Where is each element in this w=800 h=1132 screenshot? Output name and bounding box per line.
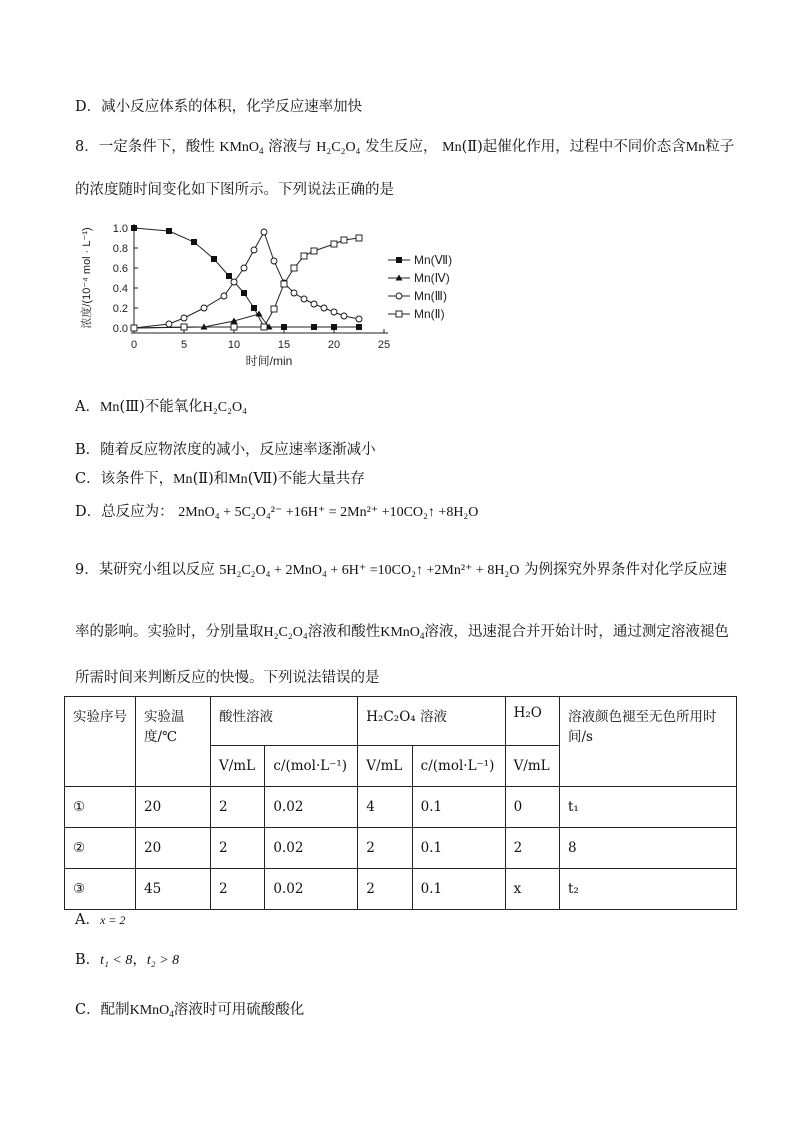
concentration-chart — [70, 212, 470, 382]
header-vml: V/mL — [505, 746, 559, 787]
header-seq: 实验序号 — [65, 697, 136, 787]
data-point — [131, 325, 137, 331]
header-conc: c/(mol·L⁻¹) — [412, 746, 505, 787]
data-point — [166, 228, 172, 234]
data-point — [321, 305, 327, 311]
mn-formula: Mn — [99, 400, 120, 415]
cell-temp: 20 — [136, 828, 211, 869]
kmno4-formula: KMnO$_4$ — [219, 140, 264, 156]
y-tick-label: 1.0 — [112, 223, 128, 235]
cell-v: 2 — [211, 869, 265, 910]
mn-formula: Mn — [442, 140, 462, 155]
q9-stem-line2: 率的影响。实验时，分别量取H₂C₂O₄溶液和酸性KMnO$_4$溶液，迅速混合并开始计时，通过测定溶液褪色 — [75, 624, 729, 641]
x-tick-label: 5 — [180, 339, 188, 351]
q8-stem-line1 — [75, 137, 734, 161]
data-point — [231, 279, 237, 285]
data-point — [261, 324, 267, 330]
option-b-eq1: t₁ < 8 — [100, 953, 133, 968]
y-tick-label: 0.6 — [112, 263, 128, 275]
header-conc: c/(mol·L⁻¹) — [265, 746, 358, 787]
cell-v: 2 — [211, 787, 265, 828]
option-b-eq2: t₂ > 8 — [146, 953, 180, 968]
q8-option-b: B．随着反应物浓度的减小，反应速率逐渐减小 — [75, 442, 376, 458]
data-point — [356, 235, 362, 241]
q8-option-c: C．该条件下，Mn(Ⅱ)和Mn(Ⅶ)不能大量共存 — [75, 471, 365, 487]
cell-time: t₁ — [560, 787, 737, 828]
cell-c: 0.02 — [265, 828, 358, 869]
q9-stem-line3: 所需时间来判断反应的快慢。下列说法错误的是 — [75, 670, 380, 686]
cell-id: ③ — [65, 869, 136, 910]
mn-formula: Mn — [173, 472, 193, 487]
data-point — [331, 241, 337, 247]
cell-v: 2 — [358, 869, 412, 910]
data-point — [226, 273, 232, 279]
data-point — [251, 247, 257, 253]
x-tick-label: 20 — [327, 339, 341, 351]
q8-option-a: A．Mn(Ⅲ)不能氧化H₂C₂O₄ — [75, 399, 247, 415]
data-point — [281, 324, 287, 330]
data-point — [311, 248, 317, 254]
data-point — [271, 306, 277, 312]
legend-label: Mn(Ⅳ) — [414, 271, 450, 285]
cell-c: 0.02 — [265, 787, 358, 828]
y-tick-label: 0.4 — [112, 283, 128, 295]
cell-id: ① — [65, 787, 136, 828]
data-point — [356, 316, 362, 322]
x-tick-label: 10 — [227, 339, 241, 351]
option-a-eq: x = 2 — [99, 913, 126, 927]
cell-c: 0.1 — [412, 828, 505, 869]
kmno4-formula: KMnO$_4$ — [129, 1003, 174, 1019]
cell-v: 2 — [358, 828, 412, 869]
q8-stem-text: 发生反应， — [365, 139, 438, 155]
table-row — [65, 787, 737, 828]
data-point — [311, 324, 317, 330]
data-point — [291, 265, 297, 271]
data-point — [311, 301, 317, 307]
cell-c: 0.1 — [412, 869, 505, 910]
q8-stem-line2: 的浓度随时间变化如下图所示。下列说法正确的是 — [75, 182, 394, 198]
data-point — [181, 315, 187, 321]
total-reaction-equation: 2MnO₄ + 5C₂O₄²⁻ +16H⁺ = 2Mn²⁺ +10CO₂↑ +8H₂O — [178, 505, 479, 520]
q9-option-a: A．x = 2 — [75, 912, 126, 928]
cell-id: ② — [65, 828, 136, 869]
data-point — [341, 313, 347, 319]
header-vml: V/mL — [358, 746, 412, 787]
data-point — [301, 253, 307, 259]
y-tick-label: 0.0 — [112, 323, 128, 335]
mn-formula: Mn — [228, 472, 248, 487]
y-tick-label: 0.2 — [112, 303, 128, 315]
header-time: 溶液颜色褪至无色所用时间/s — [560, 697, 737, 787]
data-point — [291, 290, 297, 296]
data-point — [231, 324, 237, 330]
header-acid: 酸性溶液 — [211, 697, 358, 746]
data-point — [191, 239, 197, 245]
h2c2o4-formula: H₂C₂O₄ — [263, 625, 308, 640]
q9-option-c: C．配制KMnO$_4$溶液时可用硫酸酸化 — [75, 1002, 305, 1019]
cell-v: 4 — [358, 787, 412, 828]
x-tick-label: 25 — [377, 339, 391, 351]
cell-temp: 20 — [136, 787, 211, 828]
legend-label: Mn(Ⅲ) — [414, 289, 447, 303]
data-point — [331, 309, 337, 315]
data-point — [211, 256, 217, 262]
q9-option-b: B．t₁ < 8，t₂ > 8 — [75, 952, 180, 968]
series-line — [134, 238, 359, 328]
y-tick-label: 0.8 — [112, 243, 128, 255]
cell-v: 0 — [505, 787, 559, 828]
data-point — [331, 324, 337, 330]
data-point — [271, 258, 277, 264]
cell-c: 0.1 — [412, 787, 505, 828]
q7-option-d: D．减小反应体系的体积，化学反应速率加快 — [75, 99, 363, 115]
data-point — [241, 290, 247, 296]
x-tick-label: 15 — [277, 339, 291, 351]
legend-label: Mn(Ⅱ) — [414, 307, 445, 321]
table-row — [65, 869, 737, 910]
cell-time: 8 — [560, 828, 737, 869]
table-row — [65, 828, 737, 869]
data-point — [131, 225, 137, 231]
q8-stem-text: 粒子 — [705, 139, 735, 155]
cell-v: 2 — [211, 828, 265, 869]
cell-v: 2 — [505, 828, 559, 869]
q8-stem-text: 8．一定条件下，酸性 — [75, 139, 215, 155]
q8-stem-text: 起催化作用，过程中不同价态含 — [482, 139, 686, 155]
data-point — [341, 237, 347, 243]
data-point — [181, 324, 187, 330]
data-point — [221, 293, 227, 299]
data-point — [201, 305, 207, 311]
header-temp: 实验温度/℃ — [136, 697, 211, 787]
data-point — [241, 265, 247, 271]
legend-marker — [396, 257, 402, 263]
cell-temp: 45 — [136, 869, 211, 910]
legend-marker — [396, 293, 402, 299]
experiment-table — [64, 696, 737, 910]
cell-c: 0.02 — [265, 869, 358, 910]
series-line — [134, 232, 359, 328]
mn-formula: Mn — [685, 140, 706, 155]
data-point — [166, 321, 172, 327]
data-point — [301, 296, 307, 302]
data-point — [356, 324, 362, 330]
q8-stem-text: 溶液与 — [268, 139, 312, 155]
data-point — [261, 229, 267, 235]
data-point — [281, 281, 287, 287]
legend-label: Mn(Ⅶ) — [414, 253, 453, 267]
header-h2c2o4: H₂C₂O₄ 溶液 — [358, 697, 505, 746]
kmno4-formula: KMnO$_4$ — [380, 625, 425, 641]
reaction-equation: 5H₂C₂O₄ + 2MnO₄ + 6H⁺ =10CO₂↑ +2Mn²⁺ + 8H₂O — [219, 563, 520, 578]
mn-ox-state: (Ⅱ) — [461, 139, 483, 155]
x-axis-label: 时间/min — [245, 354, 293, 368]
legend-marker — [396, 311, 402, 317]
header-water: H₂O — [505, 697, 559, 746]
h2c2o4-formula: H₂C₂O₄ — [202, 400, 247, 415]
q9-stem-line1: 9．某研究小组以反应 5H₂C₂O₄ + 2MnO₄ + 6H⁺ =10CO₂↑ +2Mn²⁺ + 8H₂O 为例探究外界条件对化学反应速 — [75, 562, 728, 578]
cell-v: x — [505, 869, 559, 910]
header-vml: V/mL — [211, 746, 265, 787]
data-point — [251, 305, 257, 311]
series-line — [134, 228, 359, 327]
q8-option-d: D．总反应为： 2MnO₄ + 5C₂O₄²⁻ +16H⁺ = 2Mn²⁺ +10CO₂↑ +8H₂O — [75, 504, 479, 520]
x-tick-label: 0 — [130, 339, 138, 351]
y-axis-label: 浓度/(10⁻⁴ mol · L⁻¹) — [81, 227, 93, 329]
cell-time: t₂ — [560, 869, 737, 910]
h2c2o4-formula: H₂C₂O₄ — [316, 140, 361, 155]
